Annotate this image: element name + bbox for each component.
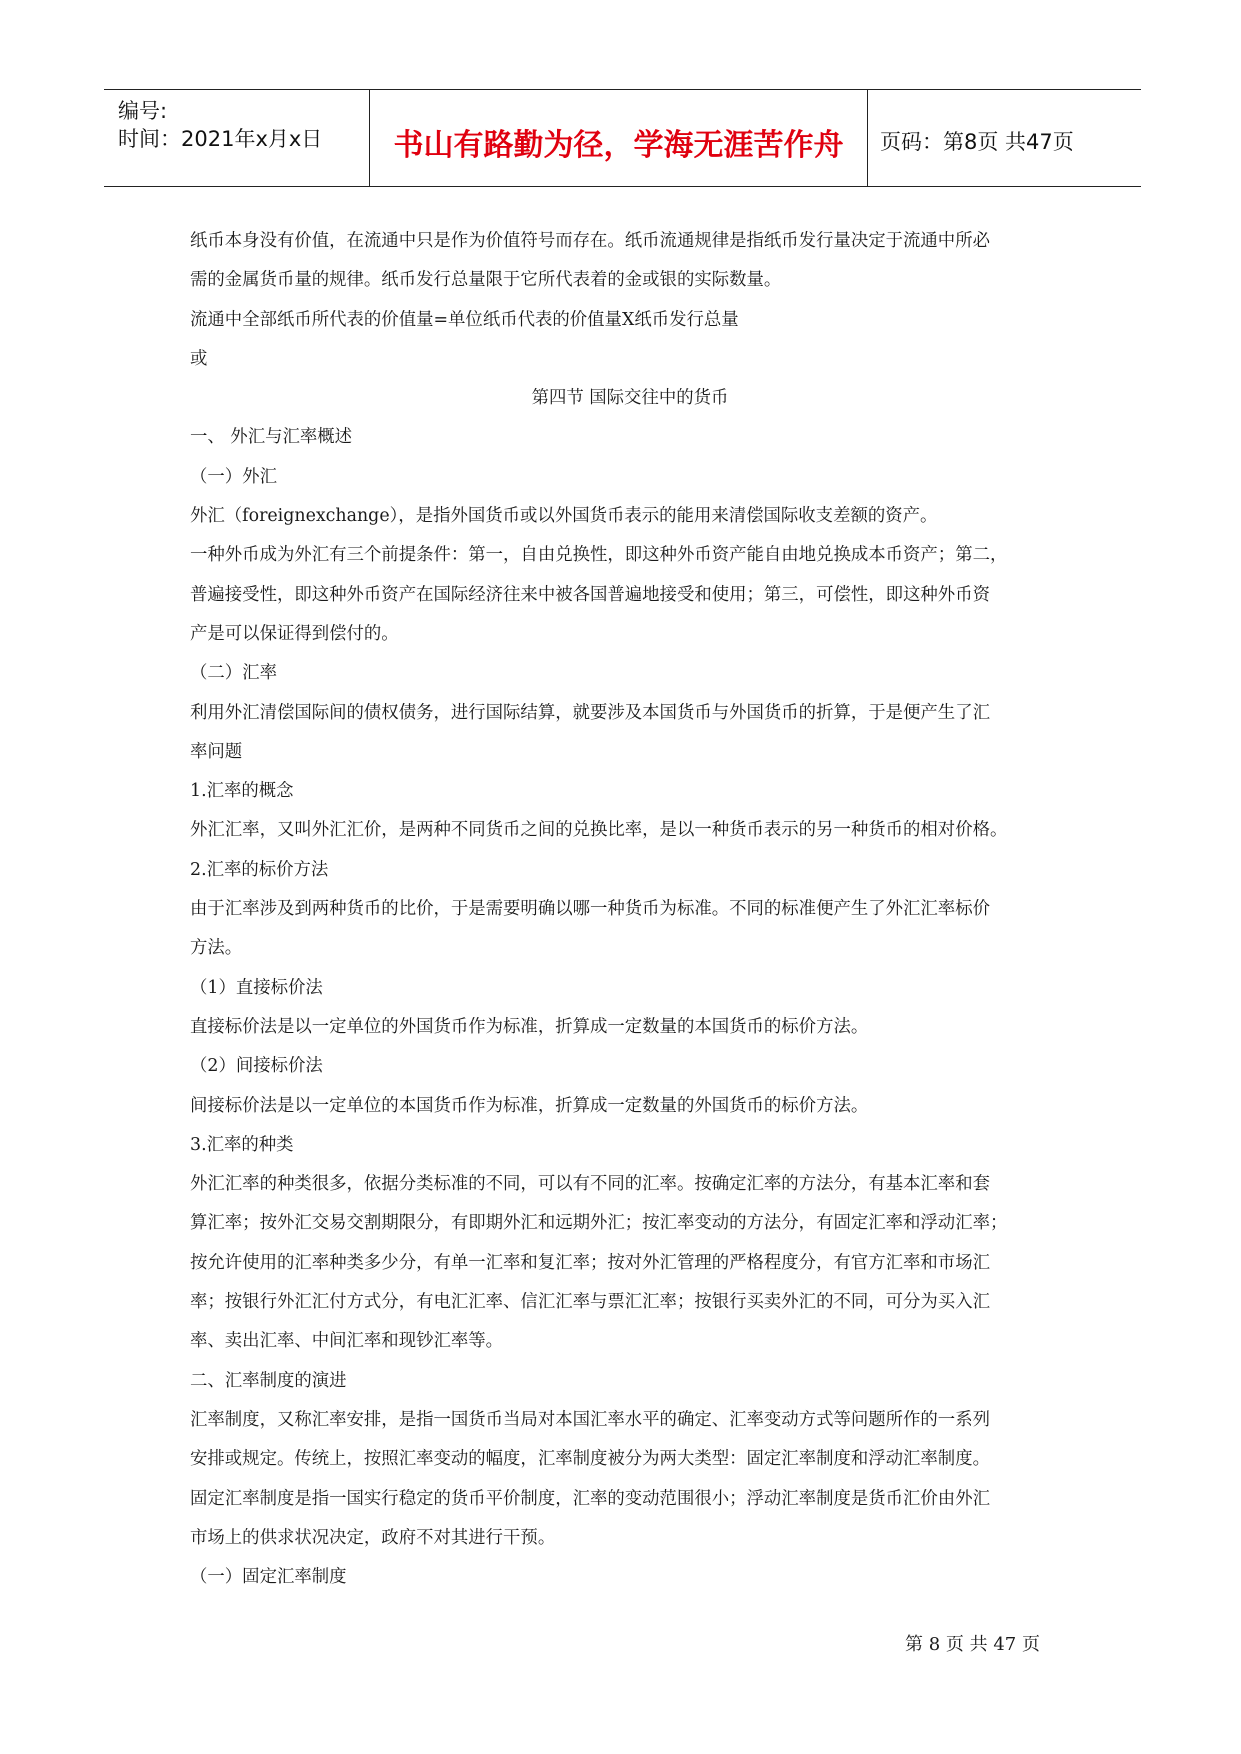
paragraph-line: 2.汇率的标价方法 [190,859,329,880]
page-label: 页码：第8页 共47页 [880,130,1074,154]
paragraph-line: 利用外汇清偿国际间的债权债务，进行国际结算，就要涉及本国货币与外国货币的折算，于是便产生了汇 [190,702,990,723]
paragraph-line: （二）汇率 [190,663,277,684]
paragraph-line: （1）直接标价法 [190,977,323,998]
paragraph-line: 外汇汇率的种类很多，依据分类标准的不同，可以有不同的汇率。按确定汇率的方法分，有基本汇率和套 [190,1174,990,1195]
header-motto-cell [369,90,868,186]
paragraph-line: 1.汇率的概念 [190,781,294,802]
paragraph-line: 流通中全部纸币所代表的价值量=单位纸币代表的价值量X纸币发行总量 [190,309,739,330]
document-body [190,222,1070,1597]
paragraph-line: 率问题 [190,741,243,762]
paragraph-line: 由于汇率涉及到两种货币的比价，于是需要明确以哪一种货币为标准。不同的标准便产生了外汇汇率标价 [190,899,990,920]
number-label: 编号: [118,99,168,123]
time-label: 时间：2021年x月x日 [118,127,323,151]
paragraph-line: 二、汇率制度的演进 [190,1370,347,1391]
paragraph-line: 安排或规定。传统上，按照汇率变动的幅度，汇率制度被分为两大类型：固定汇率制度和浮动汇率制度。 [190,1449,990,1470]
paragraph-line: 需的金属货币量的规律。纸币发行总量限于它所代表着的金或银的实际数量。 [190,270,782,291]
section-heading: 第四节 国际交往中的货币 [531,388,729,409]
paragraph-line: 方法。 [190,938,243,959]
paragraph-line: 3.汇率的种类 [190,1134,294,1155]
paragraph-line: 或 [190,348,208,369]
paragraph-line: 按允许使用的汇率种类多少分，有单一汇率和复汇率；按对外汇管理的严格程度分，有官方汇率和市场汇 [190,1252,990,1273]
paragraph-line: 率；按银行外汇汇付方式分，有电汇汇率、信汇汇率与票汇汇率；按银行买卖外汇的不同，可分为买入汇 [190,1292,990,1313]
paragraph-line: 外汇汇率，又叫外汇汇价，是两种不同货币之间的兑换比率，是以一种货币表示的另一种货币的相对价格。 [190,820,1008,841]
paragraph-line: （2）间接标价法 [190,1056,323,1077]
document-header [104,89,1141,187]
paragraph-line: 直接标价法是以一定单位的外国货币作为标准，折算成一定数量的本国货币的标价方法。 [190,1016,869,1037]
paragraph-line: 普遍接受性，即这种外币资产在国际经济往来中被各国普遍地接受和使用；第三，可偿性，即这种外币资 [190,584,990,605]
paragraph-line: 纸币本身没有价值，在流通中只是作为价值符号而存在。纸币流通规律是指纸币发行量决定于流通中所必 [190,231,990,251]
paragraph-line: 一种外币成为外汇有三个前提条件：第一，自由兑换性，即这种外币资产能自由地兑换成本币资产；第二， [190,545,1008,566]
header-page-cell [868,90,1141,186]
paragraph-line: 算汇率；按外汇交易交割期限分，有即期外汇和远期外汇；按汇率变动的方法分，有固定汇率和浮动汇率； [190,1213,1008,1234]
paragraph-line: 外汇（foreignexchange），是指外国货币或以外国货币表示的能用来清偿国际收支差额的资产。 [190,506,938,527]
paragraph-line: 汇率制度，又称汇率安排，是指一国货币当局对本国汇率水平的确定、汇率变动方式等问题所作的一系列 [190,1409,990,1430]
paragraph-line: 产是可以保证得到偿付的。 [190,623,399,644]
page-footer: 第 8 页 共 47 页 [905,1634,1040,1655]
paragraph-line: （一）外汇 [190,466,277,487]
header-meta-cell [104,90,369,186]
paragraph-line: （一）固定汇率制度 [190,1567,347,1588]
paragraph-line: 市场上的供求状况决定，政府不对其进行干预。 [190,1527,556,1548]
paragraph-line: 率、卖出汇率、中间汇率和现钞汇率等。 [190,1331,504,1352]
paragraph-line: 间接标价法是以一定单位的本国货币作为标准，折算成一定数量的外国货币的标价方法。 [190,1095,869,1116]
motto: 书山有路勤为径，学海无涯苦作舟 [393,128,844,163]
paragraph-line: 一、 外汇与汇率概述 [190,427,353,448]
paragraph-line: 固定汇率制度是指一国实行稳定的货币平价制度，汇率的变动范围很小；浮动汇率制度是货币汇价由外汇 [190,1488,990,1509]
